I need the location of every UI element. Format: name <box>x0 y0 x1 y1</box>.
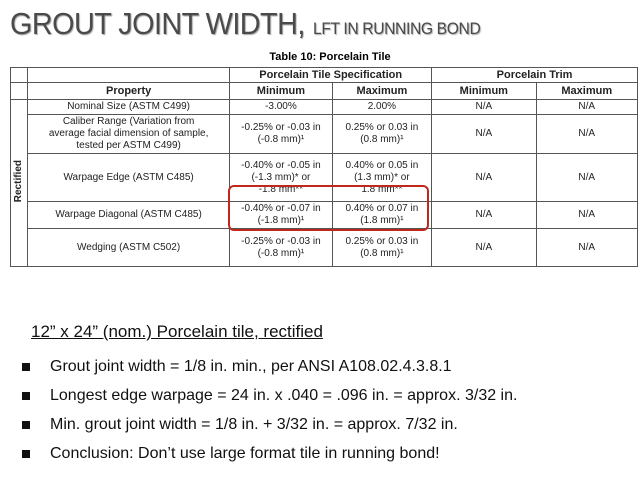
cell-property: Nominal Size (ASTM C499) <box>28 100 230 115</box>
cell-trim-max: N/A <box>536 100 637 115</box>
porcelain-tile-table <box>10 67 638 267</box>
cell-tile-min: -0.40% or -0.05 in (-1.3 mm)* or -1.8 mm** <box>230 154 332 202</box>
cell-tile-min: -0.25% or -0.03 in (-0.8 mm)¹ <box>230 115 332 154</box>
cell-tile-max: 0.25% or 0.03 in (0.8 mm)¹ <box>332 229 431 267</box>
table-row <box>11 115 638 154</box>
bullet-list <box>18 352 517 468</box>
bullet-square-icon <box>22 363 30 371</box>
bullet-square-icon <box>22 421 30 429</box>
cell-trim-max: N/A <box>536 154 637 202</box>
bullet-text: Grout joint width = 1/8 in. min., per ANSI A108.02.4.3.8.1 <box>50 357 452 375</box>
cell-tile-max: 0.40% or 0.05 in (1.3 mm)* or 1.8 mm** <box>332 154 431 202</box>
corner-cell <box>11 68 28 83</box>
list-item <box>18 439 517 468</box>
side-label-rectified: Rectified <box>13 159 24 203</box>
cell-property: Caliber Range (Variation from average facial dimension of sample, tested per ASTM C499) <box>28 115 230 154</box>
cell-tile-min: -0.40% or -0.07 in (-1.8 mm)¹ <box>230 202 332 229</box>
tile-subtitle: 12” x 24” (nom.) Porcelain tile, rectified <box>31 322 323 341</box>
table-caption: Table 10: Porcelain Tile <box>269 51 391 63</box>
warpage-highlight-box <box>228 185 429 231</box>
list-item <box>18 381 517 410</box>
cell-tile-min: -0.25% or -0.03 in (-0.8 mm)¹ <box>230 229 332 267</box>
cell-trim-min: N/A <box>432 100 536 115</box>
bullet-text: Min. grout joint width = 1/8 in. + 3/32 in. = approx. 7/32 in. <box>50 415 458 433</box>
col-header-tile-min: Minimum <box>230 83 332 100</box>
bullet-square-icon <box>22 392 30 400</box>
side-label-cell <box>11 100 28 267</box>
cell-property: Wedging (ASTM C502) <box>28 229 230 267</box>
title-sub: LFT IN RUNNING BOND <box>313 19 481 38</box>
group-header-tile-spec: Porcelain Tile Specification <box>230 68 432 83</box>
cell-trim-min: N/A <box>432 154 536 202</box>
table-row <box>11 100 638 115</box>
list-item <box>18 410 517 439</box>
bullet-square-icon <box>22 450 30 458</box>
side-header-cell <box>11 83 28 100</box>
cell-trim-max: N/A <box>536 202 637 229</box>
title-main: GROUT JOINT WIDTH, <box>10 6 305 41</box>
list-item <box>18 352 517 381</box>
cell-tile-max: 2.00% <box>332 100 431 115</box>
cell-trim-min: N/A <box>432 229 536 267</box>
col-header-trim-min: Minimum <box>432 83 536 100</box>
cell-trim-max: N/A <box>536 229 637 267</box>
cell-tile-min: -3.00% <box>230 100 332 115</box>
group-header-trim: Porcelain Trim <box>432 68 638 83</box>
blank-header-cell <box>28 68 230 83</box>
cell-trim-min: N/A <box>432 115 536 154</box>
cell-trim-max: N/A <box>536 115 637 154</box>
col-header-property: Property <box>28 83 230 100</box>
col-header-trim-max: Maximum <box>536 83 637 100</box>
bullet-text: Longest edge warpage = 24 in. x .040 = .096 in. = approx. 3/32 in. <box>50 386 518 404</box>
cell-property: Warpage Edge (ASTM C485) <box>28 154 230 202</box>
cell-tile-max: 0.40% or 0.07 in (1.8 mm)¹ <box>332 202 431 229</box>
cell-trim-min: N/A <box>432 202 536 229</box>
cell-property: Warpage Diagonal (ASTM C485) <box>28 202 230 229</box>
cell-tile-max: 0.25% or 0.03 in (0.8 mm)¹ <box>332 115 431 154</box>
table-row <box>11 229 638 267</box>
bullet-text: Conclusion: Don’t use large format tile in running bond! <box>50 444 440 462</box>
slide-title <box>10 6 495 46</box>
col-header-tile-max: Maximum <box>332 83 431 100</box>
